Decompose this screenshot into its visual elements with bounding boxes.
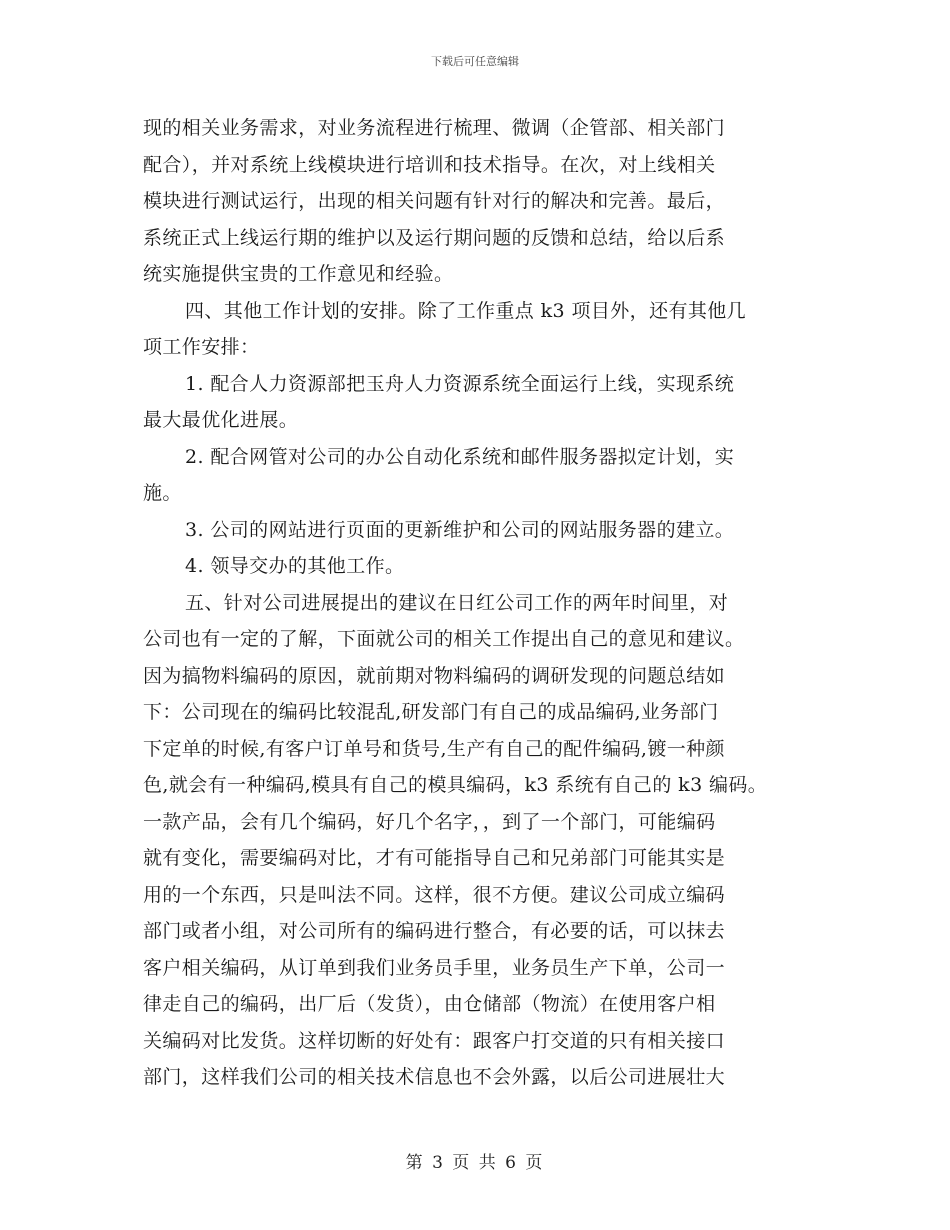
text-line: 就有变化，需要编码对比，才有可能指导自己和兄弟部门可能其实是 <box>143 847 726 869</box>
text-line: 部门，这样我们公司的相关技术信息也不会外露，以后公司进展壮大 <box>143 1066 726 1088</box>
text-line: 现的相关业务需求，对业务流程进行梳理、微调（企管部、相关部门 <box>143 117 726 139</box>
section-heading-line: 四、其他工作计划的安排。除了工作重点 k3 项目外，还有其他几 <box>185 299 747 322</box>
text-line: 因为搞物料编码的原因，就前期对物料编码的调研发现的问题总结如 <box>143 664 726 687</box>
text-line: 下定单的时候,有客户订单号和货号,生产有自己的配件编码,镀一种颜 <box>143 737 725 760</box>
text-line: 客户相关编码，从订单到我们业务员手里，业务员生产下单，公司一 <box>143 956 726 979</box>
text-line: 模块进行测试运行，出现的相关问题有针对行的解决和完善。最后， <box>143 190 726 212</box>
list-item-line: 1. 配合人力资源部把玉舟人力资源系统全面运行上线，实现系统 <box>185 372 735 395</box>
text-line: 用的一个东西，只是叫法不同。这样，很不方便。建议公司成立编码 <box>143 883 726 906</box>
text-line: 项工作安排： <box>143 336 260 358</box>
list-item-line: 4. 领导交办的其他工作。 <box>185 555 405 577</box>
text-line: 系统正式上线运行期的维护以及运行期问题的反馈和总结，给以后系 <box>143 226 726 249</box>
text-line: 部门或者小组，对公司所有的编码进行整合，有必要的话，可以抹去 <box>143 920 726 942</box>
document-body <box>143 110 823 1096</box>
list-item-line: 3. 公司的网站进行页面的更新维护和公司的网站服务器的建立。 <box>185 518 735 541</box>
text-line: 色,就会有一种编码,模具有自己的模具编码，k3 系统有自己的 k3 编码。 <box>143 774 768 796</box>
text-line: 配合），并对系统上线模块进行培训和技术指导。在次，对上线相关 <box>143 153 716 176</box>
page-number-footer: 第 3 页 共 6 页 <box>405 1153 545 1173</box>
text-line: 公司也有一定的了解，下面就公司的相关工作提出自己的意见和建议。 <box>143 628 745 650</box>
text-line: 下：公司现在的编码比较混乱,研发部门有自己的成品编码,业务部门 <box>143 701 719 723</box>
text-line: 最大最优化进展。 <box>143 409 299 431</box>
text-line: 一款产品，会有几个编码，好几个名字，，到了一个部门，可能编码 <box>143 810 716 833</box>
text-line: 施。 <box>143 482 182 504</box>
text-line: 关编码对比发货。这样切断的好处有：跟客户打交道的只有相关接口 <box>143 1029 726 1052</box>
list-item-line: 2. 配合网管对公司的办公自动化系统和邮件服务器拟定计划，实 <box>185 445 735 468</box>
text-line: 统实施提供宝贵的工作意见和经验。 <box>143 263 454 285</box>
page-header-note: 下载后可任意编辑 <box>431 55 519 68</box>
text-line: 律走自己的编码，出厂后（发货），由仓储部（物流）在使用客户相 <box>143 993 716 1015</box>
section-heading-line: 五、针对公司进展提出的建议在日红公司工作的两年时间里，对 <box>185 591 729 614</box>
